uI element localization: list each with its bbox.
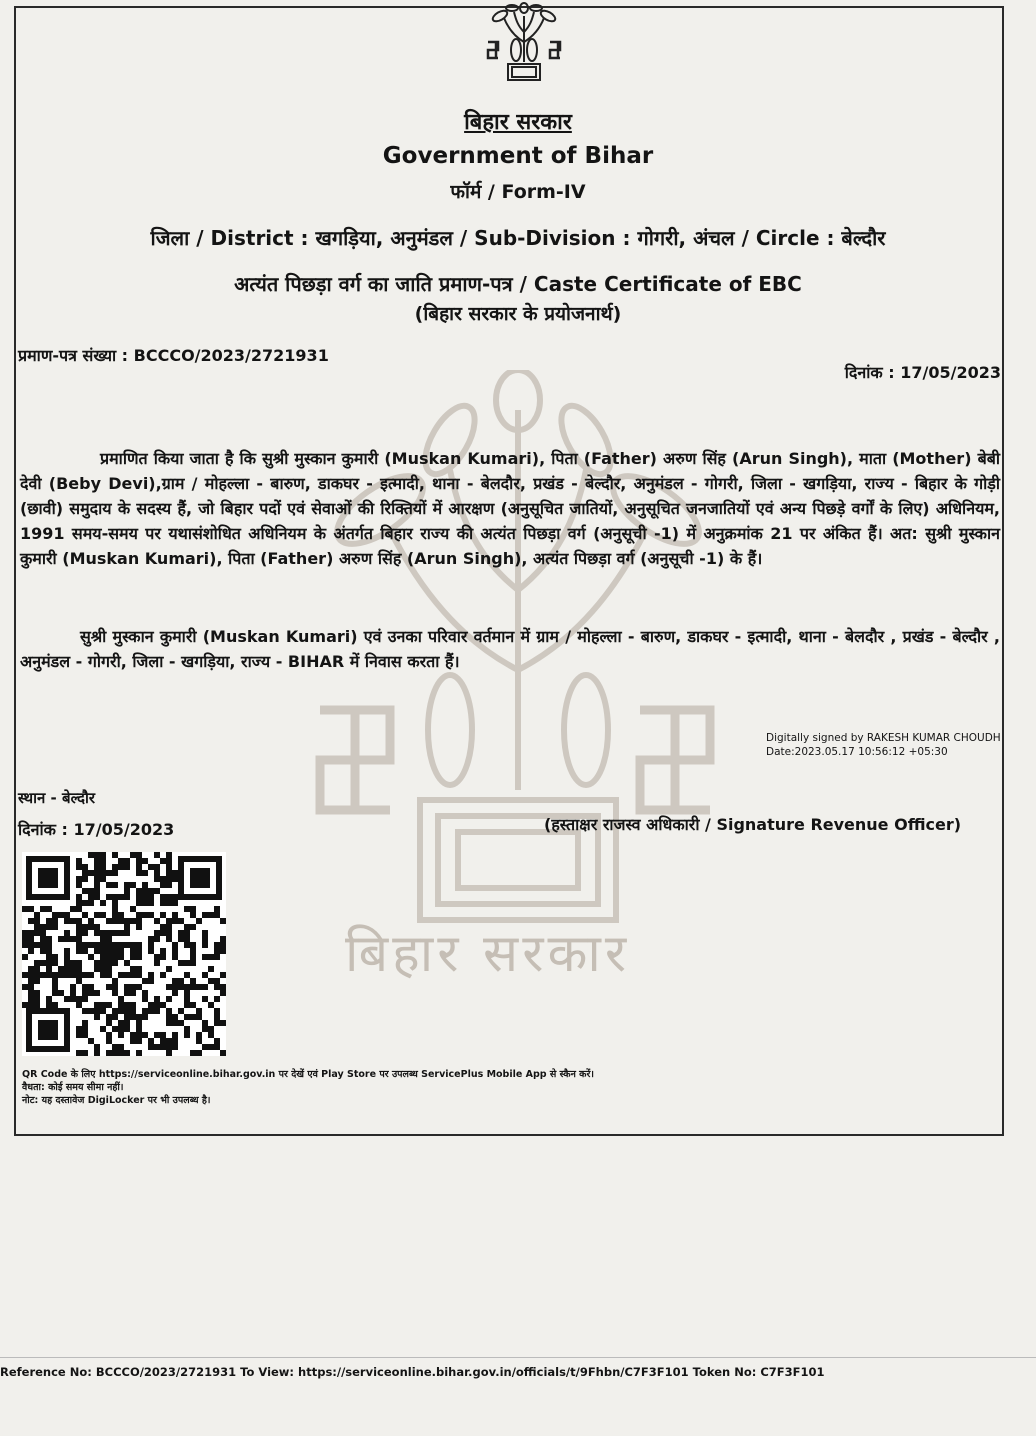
bihar-emblem-logo	[478, 2, 570, 86]
digital-signature-signer: Digitally signed by RAKESH KUMAR CHOUDH	[766, 732, 1001, 744]
certificate-purpose: (बिहार सरकार के प्रयोजनार्थ)	[414, 303, 622, 325]
signature-date: दिनांक : 17/05/2023	[18, 820, 175, 839]
qr-note: QR Code के लिए https://serviceonline.bihar.gov.in पर देखें एवं Play Store पर उपलब्ध ServicePlus Mobile App से स्कैन करें।	[22, 1069, 594, 1080]
watermark-text: बिहार सरकार	[345, 924, 631, 984]
signature-officer-label: (हस्ताक्षर राजस्व अधिकारी / Signature Revenue Officer)	[544, 815, 962, 834]
certificate-title: अत्यंत पिछड़ा वर्ग का जाति प्रमाण-पत्र / Caste Certificate of EBC	[234, 272, 802, 296]
qr-code-icon	[22, 852, 226, 1056]
validity-note: वैधता: कोई समय सीमा नहीं।	[22, 1082, 124, 1093]
place: स्थान - बेल्दौर	[18, 789, 96, 807]
digital-signature-block	[766, 731, 1001, 759]
govt-title-english: Government of Bihar	[382, 143, 654, 169]
certification-paragraph: प्रमाणित किया जाता है कि सुश्री मुस्कान कुमारी (Muskan Kumari), पिता (Father) अरुण सिंह (Arun Singh), माता (Mother) बेबी देवी (Beby Devi),ग्राम / मोहल्ला - बारुण, डाकघर - इत्मादी, थाना - बेलदौर, प्रखंड - बेल्दौर, अनुमंडल - गोगरी, जिला - खगड़िया, राज्य - बिहार के गोड़ी (छावी) समुदाय के सदस्य हैं, जो बिहार पदों एवं सेवाओं की रिक्तियों में आरक्षण (अनुसूचित जातियों, अनुसूचित जनजातियों एवं अन्य पिछड़े वर्गों के लिए) अधिनियम, 1991 समय-समय पर यथासंशोधित अधिनियम के अंतर्गत बिहार राज्य की अत्यंत पिछड़ा वर्ग (अनुसूची -1) में अनुक्रमांक 21 पर अंकित हैं। अत: सुश्री मुस्कान कुमारी (Muskan Kumari), पिता (Father) अरुण सिंह (Arun Singh), अत्यंत पिछड़ा वर्ग (अनुसूची -1) के हैं।	[20, 449, 1000, 568]
reference-footer: Reference No: BCCCO/2023/2721931 To View: https://serviceonline.bihar.gov.in/officials/t/9Fhbn/C7F3F101 Token No: C7F3F101	[0, 1365, 825, 1379]
certificate-number: प्रमाण-पत्र संख्या : BCCCO/2023/2721931	[18, 346, 329, 365]
district-line: जिला / District : खगड़िया, अनुमंडल / Sub-Division : गोगरी, अंचल / Circle : बेल्दौर	[150, 226, 886, 250]
residence-paragraph: सुश्री मुस्कान कुमारी (Muskan Kumari) एवं उनका परिवार वर्तमान में ग्राम / मोहल्ला - बारुण, डाकघर - इत्मादी, थाना - बेलदौर , प्रखंड - बेल्दौर , अनुमंडल - गोगरी, जिला - खगड़िया, राज्य - BIHAR में निवास करता हैं।	[20, 627, 1000, 671]
footer-divider	[0, 1357, 1036, 1358]
digital-signature-date: Date:2023.05.17 10:56:12 +05:30	[766, 746, 948, 758]
notes-block	[22, 1068, 662, 1107]
form-number: फॉर्म / Form-IV	[450, 181, 586, 203]
issue-date: दिनांक : 17/05/2023	[844, 363, 1001, 382]
govt-title-hindi: बिहार सरकार	[464, 110, 572, 135]
digilocker-note: नोट: यह दस्तावेज DigiLocker पर भी उपलब्ध है।	[22, 1095, 211, 1106]
